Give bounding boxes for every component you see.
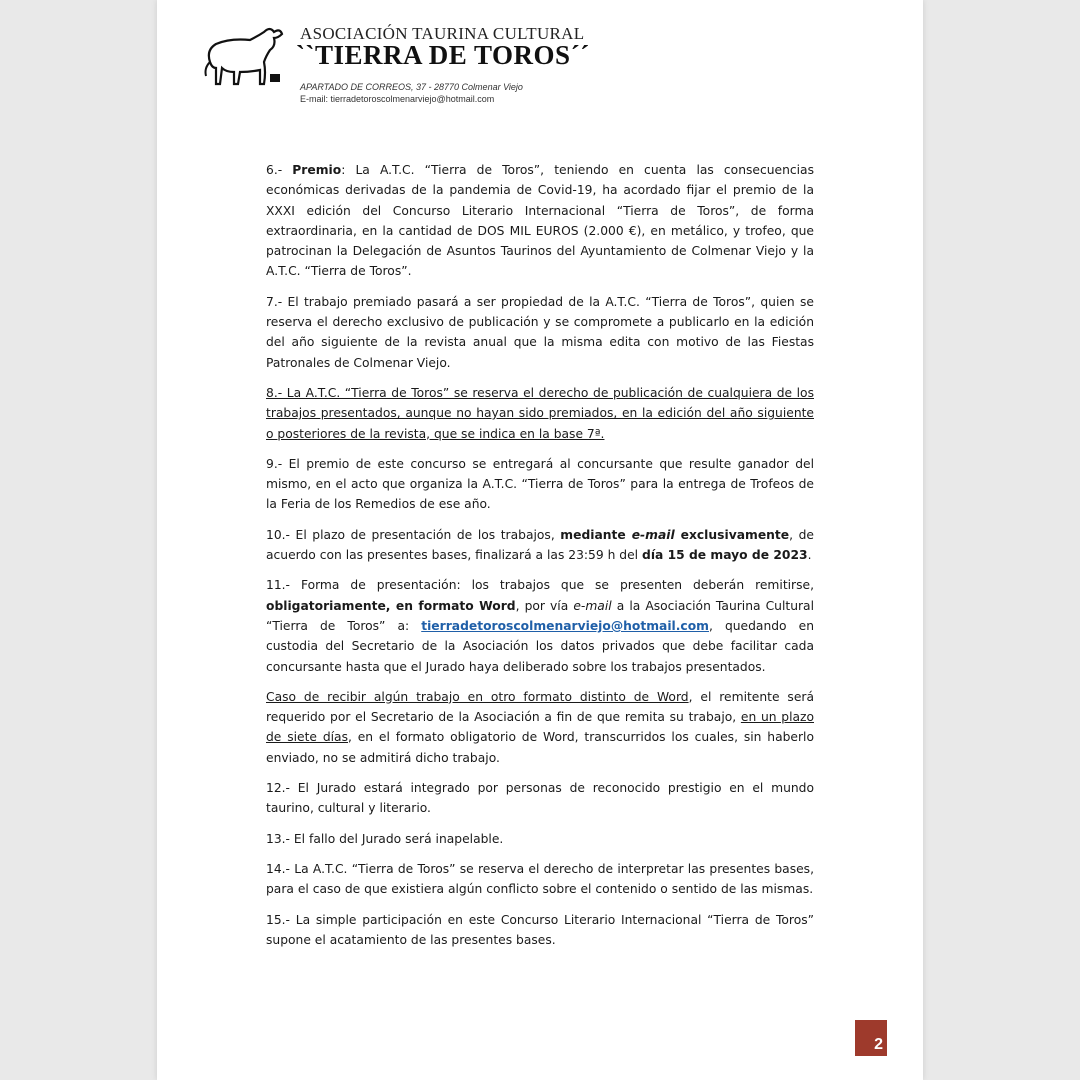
page-number-underline <box>855 1055 887 1056</box>
paragraph-9: 9.- El premio de este concurso se entregará al concursante que resulte ganador del mismo, en el acto que organiza la A.T.C. “Tierra de Toros” para la entrega de Trofeos de la Feria de los Remedios de ese año. <box>266 456 814 512</box>
paragraph-11: 11.- Forma de presentación: los trabajos que se presenten deberán remitirse, obligatoriamente, en formato Word, por vía e-mail a la Asociación Taurina Cultural “Tierra de Toros” a: tierradetoroscolmenarviejo@hotmail.com, quedando en custodia del Secretario de la Asociación los datos privados que debe facilitar cada concursante hasta que el Jurado haya deliberado sobre los trabajos presentados. <box>266 578 815 674</box>
paragraph-13: 13.- El fallo del Jurado será inapelable. <box>266 831 504 846</box>
association-label: ASOCIACIÓN TAURINA CULTURAL <box>300 24 585 43</box>
page-number-badge <box>855 1020 887 1056</box>
letterhead <box>200 14 760 124</box>
paragraph-14: 14.- La A.T.C. “Tierra de Toros” se reserva el derecho de interpretar las presentes bases, para el caso de que existiera algún conflicto sobre el contenido o sentido de las mismas. <box>266 861 814 897</box>
paragraph-11b: Caso de recibir algún trabajo en otro formato distinto de Word, el remitente será requerido por el Secretario de la Asociación a fin de que remita su trabajo, en un plazo de siete días, en el formato obligatorio de Word, transcurridos los cuales, sin haberlo enviado, no se admitirá dicho trabajo. <box>266 689 814 765</box>
email-line: E-mail: tierradetoroscolmenarviejo@hotmail.com <box>300 94 495 104</box>
paragraph-7: 7.- El trabajo premiado pasará a ser propiedad de la A.T.C. “Tierra de Toros”, quien se reserva el derecho exclusivo de publicación y se compromete a publicarlo en la edición del año siguiente de la revista anual que la misma edita con motivo de las Fiestas Patronales de Colmenar Viejo. <box>266 294 814 370</box>
email-link[interactable]: tierradetoroscolmenarviejo@hotmail.com <box>421 618 709 633</box>
paragraph-6: 6.- Premio: La A.T.C. “Tierra de Toros”, teniendo en cuenta las consecuencias económicas derivadas de la pandemia de Covid-19, ha acordado fijar el premio de la XXXI edición del Concurso Literario Internacional “Tierra de Toros”, de forma extraordinaria, en la cantidad de DOS MIL EUROS (2.000 €), en metálico, y trofeo, que patrocinan la Delegación de Asuntos Taurinos del Ayuntamiento de Colmenar Viejo y la A.T.C. “Tierra de Toros”. <box>266 163 814 279</box>
bull-logo-icon <box>200 22 286 92</box>
paragraph-15: 15.- La simple participación en este Concurso Literario Internacional “Tierra de Toros” supone el acatamiento de las presentes bases. <box>266 912 814 947</box>
association-name: ``TIERRA DE TOROS´´ <box>296 40 590 70</box>
address-line: APARTADO DE CORREOS, 37 - 28770 Colmenar Viejo <box>300 82 523 92</box>
document-body <box>266 160 814 960</box>
page-number: 2 <box>874 1036 883 1053</box>
paragraph-8: 8.- La A.T.C. “Tierra de Toros” se reserva el derecho de publicación de cualquiera de los trabajos presentados, aunque no hayan sido premiados, en la edición del año siguiente o posteriores de la revista, que se indica en la base 7ª. <box>266 385 814 441</box>
paragraph-10: 10.- El plazo de presentación de los trabajos, mediante e-mail exclusivamente, de acuerdo con las presentes bases, finalizará a las 23:59 h del día 15 de mayo de 2023. <box>266 527 814 563</box>
paragraph-12: 12.- El Jurado estará integrado por personas de reconocido prestigio en el mundo taurino, cultural y literario. <box>266 781 814 816</box>
